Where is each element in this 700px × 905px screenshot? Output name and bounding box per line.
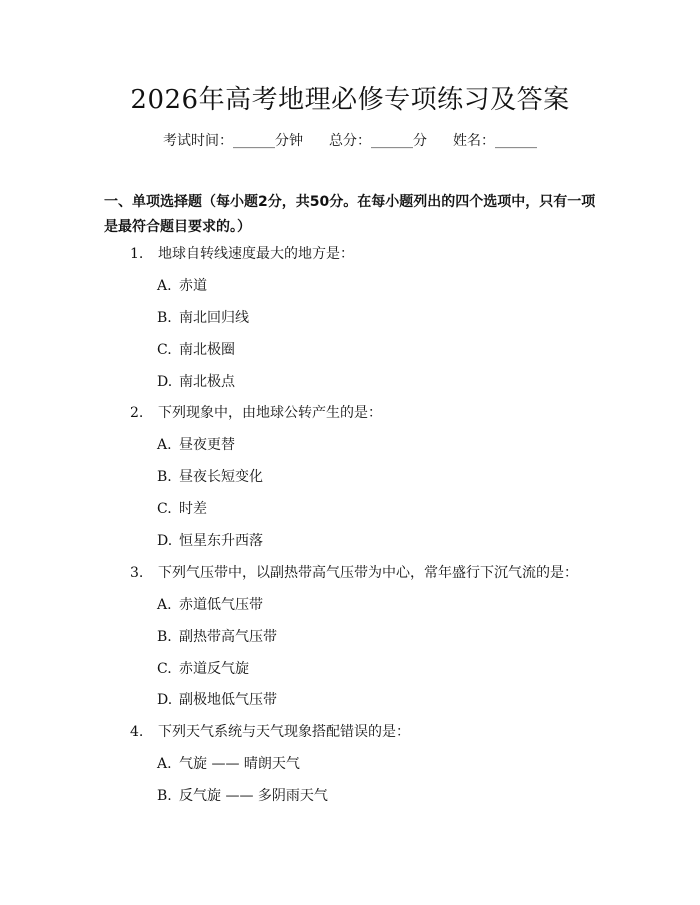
option-text: 副热带高气压带 xyxy=(179,629,277,645)
exam-meta-line xyxy=(0,131,700,151)
option-text: 副极地低气压带 xyxy=(179,692,277,708)
option-text: 南北极圈 xyxy=(179,342,235,358)
question-text: 下列现象中，由地球公转产生的是： xyxy=(158,405,382,421)
option-text: 时差 xyxy=(179,501,207,517)
question-number: 1. xyxy=(130,246,144,262)
question-1-option-d xyxy=(157,372,235,392)
option-letter: B. xyxy=(157,788,172,804)
question-text: 下列天气系统与天气现象搭配错误的是： xyxy=(158,724,410,740)
option-text: 恒星东升西落 xyxy=(179,533,263,549)
exam-time-field: 考试时间：______分钟 xyxy=(163,133,303,149)
option-text: 反气旋 —— 多阴雨天气 xyxy=(179,788,328,804)
option-text: 昼夜长短变化 xyxy=(179,469,263,485)
option-text: 昼夜更替 xyxy=(179,437,235,453)
question-3-option-a xyxy=(157,595,263,615)
option-letter: D. xyxy=(157,533,173,549)
question-2-option-a xyxy=(157,435,235,455)
question-text: 地球自转线速度最大的地方是： xyxy=(158,246,354,262)
option-letter: C. xyxy=(157,661,172,677)
question-1 xyxy=(130,244,354,264)
question-number: 3. xyxy=(130,565,144,581)
question-2-option-d xyxy=(157,531,263,551)
question-2-option-c xyxy=(157,499,207,519)
option-letter: B. xyxy=(157,310,172,326)
question-text: 下列气压带中，以副热带高气压带为中心，常年盛行下沉气流的是： xyxy=(158,565,578,581)
option-letter: D. xyxy=(157,374,173,390)
question-3-option-c xyxy=(157,659,249,679)
option-letter: D. xyxy=(157,692,173,708)
option-text: 赤道 xyxy=(179,278,207,294)
question-1-option-c xyxy=(157,340,235,360)
question-4 xyxy=(130,722,410,742)
page-title: 2026年高考地理必修专项练习及答案 xyxy=(130,85,570,115)
total-score-field: 总分：______分 xyxy=(329,133,427,149)
option-letter: B. xyxy=(157,629,172,645)
option-letter: A. xyxy=(157,437,172,453)
question-2 xyxy=(130,403,382,423)
question-4-option-a xyxy=(157,754,300,774)
section-heading: 一、单项选择题（每小题2分，共50分。在每小题列出的四个选项中，只有一项是最符合题目要求的。） xyxy=(104,194,596,235)
option-letter: C. xyxy=(157,501,172,517)
question-3-option-d xyxy=(157,690,277,710)
question-number: 4. xyxy=(130,724,144,740)
option-letter: A. xyxy=(157,278,172,294)
option-letter: C. xyxy=(157,342,172,358)
question-1-option-b xyxy=(157,308,249,328)
option-letter: A. xyxy=(157,597,172,613)
option-text: 赤道低气压带 xyxy=(179,597,263,613)
option-text: 南北极点 xyxy=(179,374,235,390)
option-letter: A. xyxy=(157,756,172,772)
question-2-option-b xyxy=(157,467,263,487)
option-text: 气旋 —— 晴朗天气 xyxy=(179,756,300,772)
student-name-field: 姓名：______ xyxy=(453,133,537,149)
question-3 xyxy=(130,563,578,583)
option-text: 赤道反气旋 xyxy=(179,661,249,677)
question-3-option-b xyxy=(157,627,277,647)
question-number: 2. xyxy=(130,405,144,421)
option-text: 南北回归线 xyxy=(179,310,249,326)
question-1-option-a xyxy=(157,276,207,296)
option-letter: B. xyxy=(157,469,172,485)
question-4-option-b xyxy=(157,786,328,806)
